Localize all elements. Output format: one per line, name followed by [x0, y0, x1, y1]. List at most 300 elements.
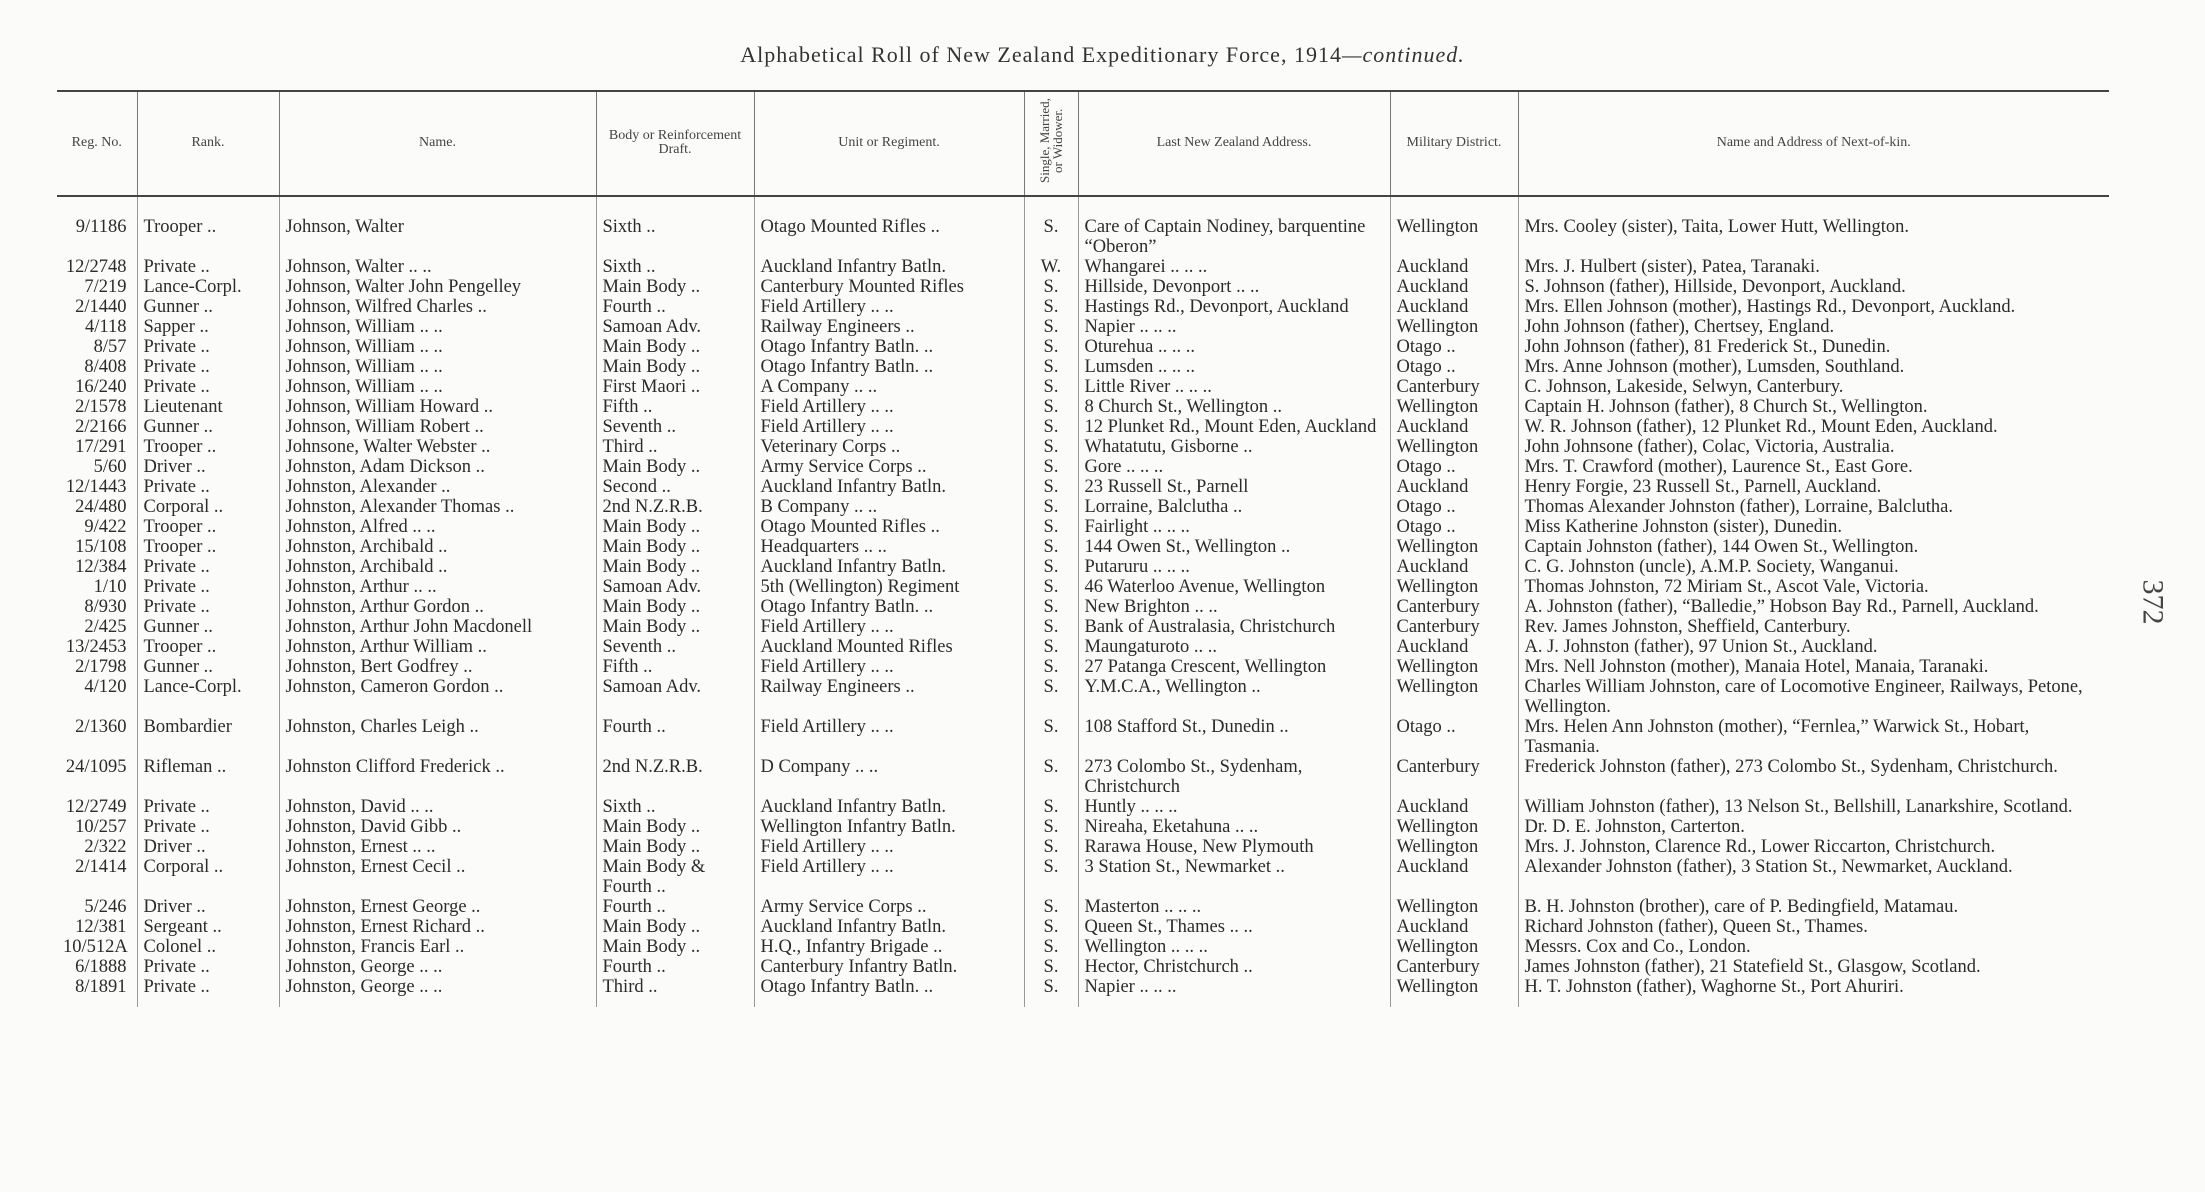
- header-rank: Rank.: [137, 91, 279, 196]
- draft-cell: Samoan Adv.: [596, 317, 754, 337]
- marital-cell: S.: [1024, 397, 1078, 417]
- roll-table: [57, 90, 2109, 1007]
- rank-cell: Corporal ..: [137, 857, 279, 897]
- district-cell: Canterbury: [1390, 597, 1518, 617]
- name-cell: Johnston, Francis Earl ..: [279, 937, 596, 957]
- header-kin: Name and Address of Next-of-kin.: [1518, 91, 2109, 196]
- district-cell: Wellington: [1390, 677, 1518, 717]
- table-row: [57, 757, 2109, 797]
- draft-cell: Main Body ..: [596, 597, 754, 617]
- rank-cell: Trooper ..: [137, 437, 279, 457]
- kin-cell: Rev. James Johnston, Sheffield, Canterbury.: [1518, 617, 2109, 637]
- draft-cell: Fourth ..: [596, 297, 754, 317]
- district-cell: Otago ..: [1390, 457, 1518, 477]
- rank-cell: Private ..: [137, 377, 279, 397]
- reg-no-cell: 2/322: [84, 836, 127, 857]
- reg-no-cell: 16/240: [75, 376, 127, 397]
- table-row: [57, 797, 2109, 817]
- district-cell: Wellington: [1390, 657, 1518, 677]
- district-cell: Wellington: [1390, 317, 1518, 337]
- reg-no-cell: 8/1891: [75, 976, 127, 997]
- unit-cell: Auckland Infantry Batln.: [754, 477, 1024, 497]
- draft-cell: Second ..: [596, 477, 754, 497]
- name-cell: Johnston, George .. ..: [279, 977, 596, 1007]
- draft-cell: Fifth ..: [596, 397, 754, 417]
- table-row: [57, 677, 2109, 717]
- kin-cell: Miss Katherine Johnston (sister), Dunedin.: [1518, 517, 2109, 537]
- kin-cell: Mrs. J. Hulbert (sister), Patea, Taranaki.: [1518, 257, 2109, 277]
- kin-cell: John Johnsone (father), Colac, Victoria, Australia.: [1518, 437, 2109, 457]
- page-number: 372: [2136, 579, 2170, 625]
- kin-cell: C. Johnson, Lakeside, Selwyn, Canterbury.: [1518, 377, 2109, 397]
- name-cell: Johnson, William .. ..: [279, 377, 596, 397]
- unit-cell: H.Q., Infantry Brigade ..: [754, 937, 1024, 957]
- name-cell: Johnston, Archibald ..: [279, 557, 596, 577]
- unit-cell: Otago Mounted Rifles ..: [754, 217, 1024, 257]
- rank-cell: Trooper ..: [137, 217, 279, 257]
- marital-cell: S.: [1024, 717, 1078, 757]
- unit-cell: Auckland Infantry Batln.: [754, 557, 1024, 577]
- draft-cell: Main Body ..: [596, 277, 754, 297]
- spacer-row: [57, 196, 2109, 217]
- address-cell: Putaruru .. .. ..: [1078, 557, 1390, 577]
- name-cell: Johnston, George .. ..: [279, 957, 596, 977]
- table-row: [57, 437, 2109, 457]
- kin-cell: Mrs. Cooley (sister), Taita, Lower Hutt, Wellington.: [1518, 217, 2109, 257]
- unit-cell: Field Artillery .. ..: [754, 417, 1024, 437]
- kin-cell: Frederick Johnston (father), 273 Colombo St., Sydenham, Christchurch.: [1518, 757, 2109, 797]
- reg-no-cell: 8/408: [84, 356, 127, 377]
- district-cell: Auckland: [1390, 477, 1518, 497]
- address-cell: Little River .. .. ..: [1078, 377, 1390, 397]
- table-row: [57, 717, 2109, 757]
- kin-cell: Captain H. Johnson (father), 8 Church St., Wellington.: [1518, 397, 2109, 417]
- name-cell: Johnson, William .. ..: [279, 337, 596, 357]
- district-cell: Auckland: [1390, 417, 1518, 437]
- address-cell: Wellington .. .. ..: [1078, 937, 1390, 957]
- rank-cell: Private ..: [137, 957, 279, 977]
- address-cell: Oturehua .. .. ..: [1078, 337, 1390, 357]
- marital-cell: S.: [1024, 897, 1078, 917]
- name-cell: Johnston, Ernest .. ..: [279, 837, 596, 857]
- marital-cell: S.: [1024, 657, 1078, 677]
- marital-cell: S.: [1024, 797, 1078, 817]
- marital-cell: S.: [1024, 617, 1078, 637]
- name-cell: Johnston, Cameron Gordon ..: [279, 677, 596, 717]
- rank-cell: Sergeant ..: [137, 917, 279, 937]
- marital-cell: S.: [1024, 417, 1078, 437]
- table-row: [57, 517, 2109, 537]
- address-cell: Queen St., Thames .. ..: [1078, 917, 1390, 937]
- reg-no-cell: 12/2749: [65, 796, 127, 817]
- table-row: [57, 617, 2109, 637]
- header-marital-label: Single, Married, or Widower.: [1037, 98, 1065, 184]
- rank-cell: Private ..: [137, 357, 279, 377]
- reg-no-cell: 2/1798: [75, 656, 127, 677]
- table-row: [57, 917, 2109, 937]
- district-cell: Canterbury: [1390, 617, 1518, 637]
- district-cell: Wellington: [1390, 897, 1518, 917]
- kin-cell: Captain Johnston (father), 144 Owen St., Wellington.: [1518, 537, 2109, 557]
- marital-cell: S.: [1024, 597, 1078, 617]
- name-cell: Johnson, William Robert ..: [279, 417, 596, 437]
- district-cell: Canterbury: [1390, 377, 1518, 397]
- kin-cell: Messrs. Cox and Co., London.: [1518, 937, 2109, 957]
- marital-cell: S.: [1024, 437, 1078, 457]
- reg-no-cell: 9/422: [84, 516, 127, 537]
- roll-table-container: [57, 90, 2109, 1007]
- district-cell: Otago ..: [1390, 337, 1518, 357]
- kin-cell: B. H. Johnston (brother), care of P. Bedingfield, Matamau.: [1518, 897, 2109, 917]
- draft-cell: Third ..: [596, 437, 754, 457]
- address-cell: 144 Owen St., Wellington ..: [1078, 537, 1390, 557]
- draft-cell: 2nd N.Z.R.B.: [596, 757, 754, 797]
- name-cell: Johnston, Alfred .. ..: [279, 517, 596, 537]
- address-cell: Whangarei .. .. ..: [1078, 257, 1390, 277]
- marital-cell: S.: [1024, 357, 1078, 377]
- draft-cell: Main Body ..: [596, 837, 754, 857]
- reg-no-cell: 5/246: [84, 896, 127, 917]
- kin-cell: Henry Forgie, 23 Russell St., Parnell, Auckland.: [1518, 477, 2109, 497]
- rank-cell: Private ..: [137, 557, 279, 577]
- marital-cell: S.: [1024, 217, 1078, 257]
- district-cell: Auckland: [1390, 277, 1518, 297]
- table-row: [57, 257, 2109, 277]
- unit-cell: Field Artillery .. ..: [754, 297, 1024, 317]
- address-cell: Maungaturoto .. ..: [1078, 637, 1390, 657]
- kin-cell: Mrs. J. Johnston, Clarence Rd., Lower Riccarton, Christchurch.: [1518, 837, 2109, 857]
- header-marital: [1024, 91, 1078, 196]
- name-cell: Johnston, Charles Leigh ..: [279, 717, 596, 757]
- unit-cell: Field Artillery .. ..: [754, 657, 1024, 677]
- unit-cell: D Company .. ..: [754, 757, 1024, 797]
- marital-cell: S.: [1024, 277, 1078, 297]
- table-row: [57, 477, 2109, 497]
- address-cell: Hastings Rd., Devonport, Auckland: [1078, 297, 1390, 317]
- marital-cell: S.: [1024, 457, 1078, 477]
- header-reg-no: Reg. No.: [57, 91, 137, 196]
- table-row: [57, 357, 2109, 377]
- address-cell: 12 Plunket Rd., Mount Eden, Auckland: [1078, 417, 1390, 437]
- reg-no-cell: 2/1578: [75, 396, 127, 417]
- header-address: Last New Zealand Address.: [1078, 91, 1390, 196]
- kin-cell: Charles William Johnston, care of Locomotive Engineer, Railways, Petone, Wellington.: [1518, 677, 2109, 717]
- unit-cell: Field Artillery .. ..: [754, 837, 1024, 857]
- district-cell: Wellington: [1390, 837, 1518, 857]
- kin-cell: Alexander Johnston (father), 3 Station St., Newmarket, Auckland.: [1518, 857, 2109, 897]
- rank-cell: Trooper ..: [137, 517, 279, 537]
- address-cell: 3 Station St., Newmarket ..: [1078, 857, 1390, 897]
- marital-cell: S.: [1024, 297, 1078, 317]
- address-cell: Napier .. .. ..: [1078, 977, 1390, 1007]
- marital-cell: S.: [1024, 677, 1078, 717]
- page-title-main: Alphabetical Roll of New Zealand Expeditionary Force, 1914: [740, 42, 1342, 67]
- table-row: [57, 597, 2109, 617]
- kin-cell: Mrs. Helen Ann Johnston (mother), “Fernlea,” Warwick St., Hobart, Tasmania.: [1518, 717, 2109, 757]
- reg-no-cell: 24/1095: [65, 756, 127, 777]
- name-cell: Johnston, Ernest Richard ..: [279, 917, 596, 937]
- district-cell: Auckland: [1390, 857, 1518, 897]
- table-row: [57, 277, 2109, 297]
- unit-cell: Otago Mounted Rifles ..: [754, 517, 1024, 537]
- table-row: [57, 297, 2109, 317]
- unit-cell: Otago Infantry Batln. ..: [754, 597, 1024, 617]
- draft-cell: Main Body ..: [596, 517, 754, 537]
- name-cell: Johnston, Adam Dickson ..: [279, 457, 596, 477]
- draft-cell: Main Body ..: [596, 617, 754, 637]
- name-cell: Johnston Clifford Frederick ..: [279, 757, 596, 797]
- draft-cell: Main Body ..: [596, 457, 754, 477]
- reg-no-cell: 9/1186: [75, 216, 127, 237]
- name-cell: Johnston, Ernest Cecil ..: [279, 857, 596, 897]
- draft-cell: Sixth ..: [596, 257, 754, 277]
- table-row: [57, 817, 2109, 837]
- reg-no-cell: 12/384: [75, 556, 127, 577]
- rank-cell: Private ..: [137, 817, 279, 837]
- marital-cell: S.: [1024, 577, 1078, 597]
- district-cell: Canterbury: [1390, 757, 1518, 797]
- name-cell: Johnson, William .. ..: [279, 317, 596, 337]
- draft-cell: Sixth ..: [596, 797, 754, 817]
- kin-cell: A. Johnston (father), “Balledie,” Hobson Bay Rd., Parnell, Auckland.: [1518, 597, 2109, 617]
- district-cell: Auckland: [1390, 257, 1518, 277]
- marital-cell: S.: [1024, 757, 1078, 797]
- name-cell: Johnston, Alexander Thomas ..: [279, 497, 596, 517]
- address-cell: Care of Captain Nodiney, barquentine “Oberon”: [1078, 217, 1390, 257]
- kin-cell: Mrs. T. Crawford (mother), Laurence St., East Gore.: [1518, 457, 2109, 477]
- unit-cell: Field Artillery .. ..: [754, 397, 1024, 417]
- marital-cell: S.: [1024, 477, 1078, 497]
- reg-no-cell: 7/219: [84, 276, 127, 297]
- table-row: [57, 957, 2109, 977]
- header-name: Name.: [279, 91, 596, 196]
- rank-cell: Trooper ..: [137, 537, 279, 557]
- table-row: [57, 557, 2109, 577]
- reg-no-cell: 4/118: [85, 316, 127, 337]
- district-cell: Wellington: [1390, 817, 1518, 837]
- unit-cell: Field Artillery .. ..: [754, 717, 1024, 757]
- draft-cell: Seventh ..: [596, 417, 754, 437]
- name-cell: Johnson, Wilfred Charles ..: [279, 297, 596, 317]
- unit-cell: Otago Infantry Batln. ..: [754, 977, 1024, 1007]
- table-row: [57, 577, 2109, 597]
- kin-cell: James Johnston (father), 21 Statefield St., Glasgow, Scotland.: [1518, 957, 2109, 977]
- address-cell: 8 Church St., Wellington ..: [1078, 397, 1390, 417]
- rank-cell: Colonel ..: [137, 937, 279, 957]
- marital-cell: S.: [1024, 837, 1078, 857]
- address-cell: Lorraine, Balclutha ..: [1078, 497, 1390, 517]
- name-cell: Johnsone, Walter Webster ..: [279, 437, 596, 457]
- name-cell: Johnston, Alexander ..: [279, 477, 596, 497]
- table-row: [57, 937, 2109, 957]
- rank-cell: Gunner ..: [137, 417, 279, 437]
- table-row: [57, 497, 2109, 517]
- draft-cell: First Maori ..: [596, 377, 754, 397]
- draft-cell: Samoan Adv.: [596, 577, 754, 597]
- draft-cell: Fourth ..: [596, 717, 754, 757]
- unit-cell: Field Artillery .. ..: [754, 857, 1024, 897]
- address-cell: Rarawa House, New Plymouth: [1078, 837, 1390, 857]
- rank-cell: Private ..: [137, 977, 279, 1007]
- kin-cell: Thomas Alexander Johnston (father), Lorraine, Balclutha.: [1518, 497, 2109, 517]
- name-cell: Johnson, William .. ..: [279, 357, 596, 377]
- marital-cell: S.: [1024, 977, 1078, 1007]
- district-cell: Auckland: [1390, 797, 1518, 817]
- name-cell: Johnson, Walter: [279, 217, 596, 257]
- table-row: [57, 317, 2109, 337]
- rank-cell: Lance-Corpl.: [137, 677, 279, 717]
- rank-cell: Private ..: [137, 577, 279, 597]
- reg-no-cell: 2/2166: [75, 416, 127, 437]
- rank-cell: Gunner ..: [137, 617, 279, 637]
- unit-cell: Railway Engineers ..: [754, 317, 1024, 337]
- district-cell: Wellington: [1390, 217, 1518, 257]
- marital-cell: S.: [1024, 817, 1078, 837]
- unit-cell: Railway Engineers ..: [754, 677, 1024, 717]
- name-cell: Johnston, Arthur William ..: [279, 637, 596, 657]
- header-district: Military District.: [1390, 91, 1518, 196]
- address-cell: Lumsden .. .. ..: [1078, 357, 1390, 377]
- reg-no-cell: 10/512A: [63, 936, 128, 957]
- reg-no-cell: 10/257: [75, 816, 127, 837]
- name-cell: Johnston, Archibald ..: [279, 537, 596, 557]
- unit-cell: Canterbury Mounted Rifles: [754, 277, 1024, 297]
- address-cell: Nireaha, Eketahuna .. ..: [1078, 817, 1390, 837]
- kin-cell: W. R. Johnson (father), 12 Plunket Rd., Mount Eden, Auckland.: [1518, 417, 2109, 437]
- name-cell: Johnston, David Gibb ..: [279, 817, 596, 837]
- district-cell: Otago ..: [1390, 357, 1518, 377]
- table-row: [57, 977, 2109, 1007]
- draft-cell: Samoan Adv.: [596, 677, 754, 717]
- kin-cell: A. J. Johnston (father), 97 Union St., Auckland.: [1518, 637, 2109, 657]
- reg-no-cell: 15/108: [75, 536, 127, 557]
- header-unit: Unit or Regiment.: [754, 91, 1024, 196]
- rank-cell: Trooper ..: [137, 637, 279, 657]
- rank-cell: Private ..: [137, 257, 279, 277]
- rank-cell: Driver ..: [137, 837, 279, 857]
- address-cell: New Brighton .. ..: [1078, 597, 1390, 617]
- district-cell: Wellington: [1390, 937, 1518, 957]
- reg-no-cell: 6/1888: [75, 956, 127, 977]
- rank-cell: Private ..: [137, 597, 279, 617]
- table-row: [57, 217, 2109, 257]
- name-cell: Johnston, David .. ..: [279, 797, 596, 817]
- address-cell: Whatatutu, Gisborne ..: [1078, 437, 1390, 457]
- rank-cell: Private ..: [137, 337, 279, 357]
- address-cell: 23 Russell St., Parnell: [1078, 477, 1390, 497]
- reg-no-cell: 12/2748: [65, 256, 127, 277]
- address-cell: Gore .. .. ..: [1078, 457, 1390, 477]
- rank-cell: Driver ..: [137, 457, 279, 477]
- draft-cell: Main Body ..: [596, 357, 754, 377]
- draft-cell: Fourth ..: [596, 897, 754, 917]
- draft-cell: Main Body & Fourth ..: [596, 857, 754, 897]
- address-cell: Masterton .. .. ..: [1078, 897, 1390, 917]
- address-cell: Napier .. .. ..: [1078, 317, 1390, 337]
- address-cell: 27 Patanga Crescent, Wellington: [1078, 657, 1390, 677]
- kin-cell: Mrs. Nell Johnston (mother), Manaia Hotel, Manaia, Taranaki.: [1518, 657, 2109, 677]
- marital-cell: S.: [1024, 937, 1078, 957]
- district-cell: Wellington: [1390, 577, 1518, 597]
- name-cell: Johnson, Walter John Pengelley: [279, 277, 596, 297]
- district-cell: Auckland: [1390, 637, 1518, 657]
- draft-cell: Fifth ..: [596, 657, 754, 677]
- kin-cell: S. Johnson (father), Hillside, Devonport, Auckland.: [1518, 277, 2109, 297]
- name-cell: Johnston, Arthur Gordon ..: [279, 597, 596, 617]
- roll-body: [57, 196, 2109, 1007]
- unit-cell: Army Service Corps ..: [754, 457, 1024, 477]
- name-cell: Johnson, William Howard ..: [279, 397, 596, 417]
- reg-no-cell: 2/1440: [75, 296, 127, 317]
- reg-no-cell: 12/381: [75, 916, 127, 937]
- draft-cell: Seventh ..: [596, 637, 754, 657]
- rank-cell: Private ..: [137, 797, 279, 817]
- reg-no-cell: 2/1414: [75, 856, 127, 877]
- unit-cell: Auckland Infantry Batln.: [754, 797, 1024, 817]
- address-cell: Y.M.C.A., Wellington ..: [1078, 677, 1390, 717]
- kin-cell: Dr. D. E. Johnston, Carterton.: [1518, 817, 2109, 837]
- draft-cell: Sixth ..: [596, 217, 754, 257]
- marital-cell: S.: [1024, 557, 1078, 577]
- district-cell: Wellington: [1390, 977, 1518, 1007]
- reg-no-cell: 8/57: [93, 336, 127, 357]
- page-title-continued: —continued.: [1341, 42, 1465, 67]
- draft-cell: Main Body ..: [596, 337, 754, 357]
- draft-cell: Main Body ..: [596, 917, 754, 937]
- unit-cell: Auckland Infantry Batln.: [754, 257, 1024, 277]
- draft-cell: Main Body ..: [596, 817, 754, 837]
- kin-cell: Thomas Johnston, 72 Miriam St., Ascot Vale, Victoria.: [1518, 577, 2109, 597]
- draft-cell: Fourth ..: [596, 957, 754, 977]
- unit-cell: Canterbury Infantry Batln.: [754, 957, 1024, 977]
- draft-cell: 2nd N.Z.R.B.: [596, 497, 754, 517]
- reg-no-cell: 4/120: [84, 676, 127, 697]
- page-title: [0, 42, 2205, 68]
- marital-cell: S.: [1024, 957, 1078, 977]
- unit-cell: Veterinary Corps ..: [754, 437, 1024, 457]
- marital-cell: S.: [1024, 517, 1078, 537]
- header-draft: Body or Reinforcement Draft.: [596, 91, 754, 196]
- unit-cell: Wellington Infantry Batln.: [754, 817, 1024, 837]
- marital-cell: S.: [1024, 637, 1078, 657]
- reg-no-cell: 5/60: [93, 456, 127, 477]
- draft-cell: Third ..: [596, 977, 754, 1007]
- kin-cell: Mrs. Ellen Johnson (mother), Hastings Rd., Devonport, Auckland.: [1518, 297, 2109, 317]
- draft-cell: Main Body ..: [596, 937, 754, 957]
- unit-cell: Auckland Infantry Batln.: [754, 917, 1024, 937]
- district-cell: Wellington: [1390, 437, 1518, 457]
- marital-cell: W.: [1024, 257, 1078, 277]
- table-row: [57, 337, 2109, 357]
- name-cell: Johnston, Bert Godfrey ..: [279, 657, 596, 677]
- table-row: [57, 457, 2109, 477]
- table-row: [57, 657, 2109, 677]
- reg-no-cell: 17/291: [75, 436, 127, 457]
- rank-cell: Lieutenant: [137, 397, 279, 417]
- name-cell: Johnson, Walter .. ..: [279, 257, 596, 277]
- rank-cell: Gunner ..: [137, 657, 279, 677]
- table-row: [57, 837, 2109, 857]
- unit-cell: B Company .. ..: [754, 497, 1024, 517]
- address-cell: Huntly .. .. ..: [1078, 797, 1390, 817]
- district-cell: Otago ..: [1390, 497, 1518, 517]
- marital-cell: S.: [1024, 917, 1078, 937]
- unit-cell: A Company .. ..: [754, 377, 1024, 397]
- name-cell: Johnston, Ernest George ..: [279, 897, 596, 917]
- unit-cell: Otago Infantry Batln. ..: [754, 337, 1024, 357]
- address-cell: Bank of Australasia, Christchurch: [1078, 617, 1390, 637]
- reg-no-cell: 12/1443: [65, 476, 127, 497]
